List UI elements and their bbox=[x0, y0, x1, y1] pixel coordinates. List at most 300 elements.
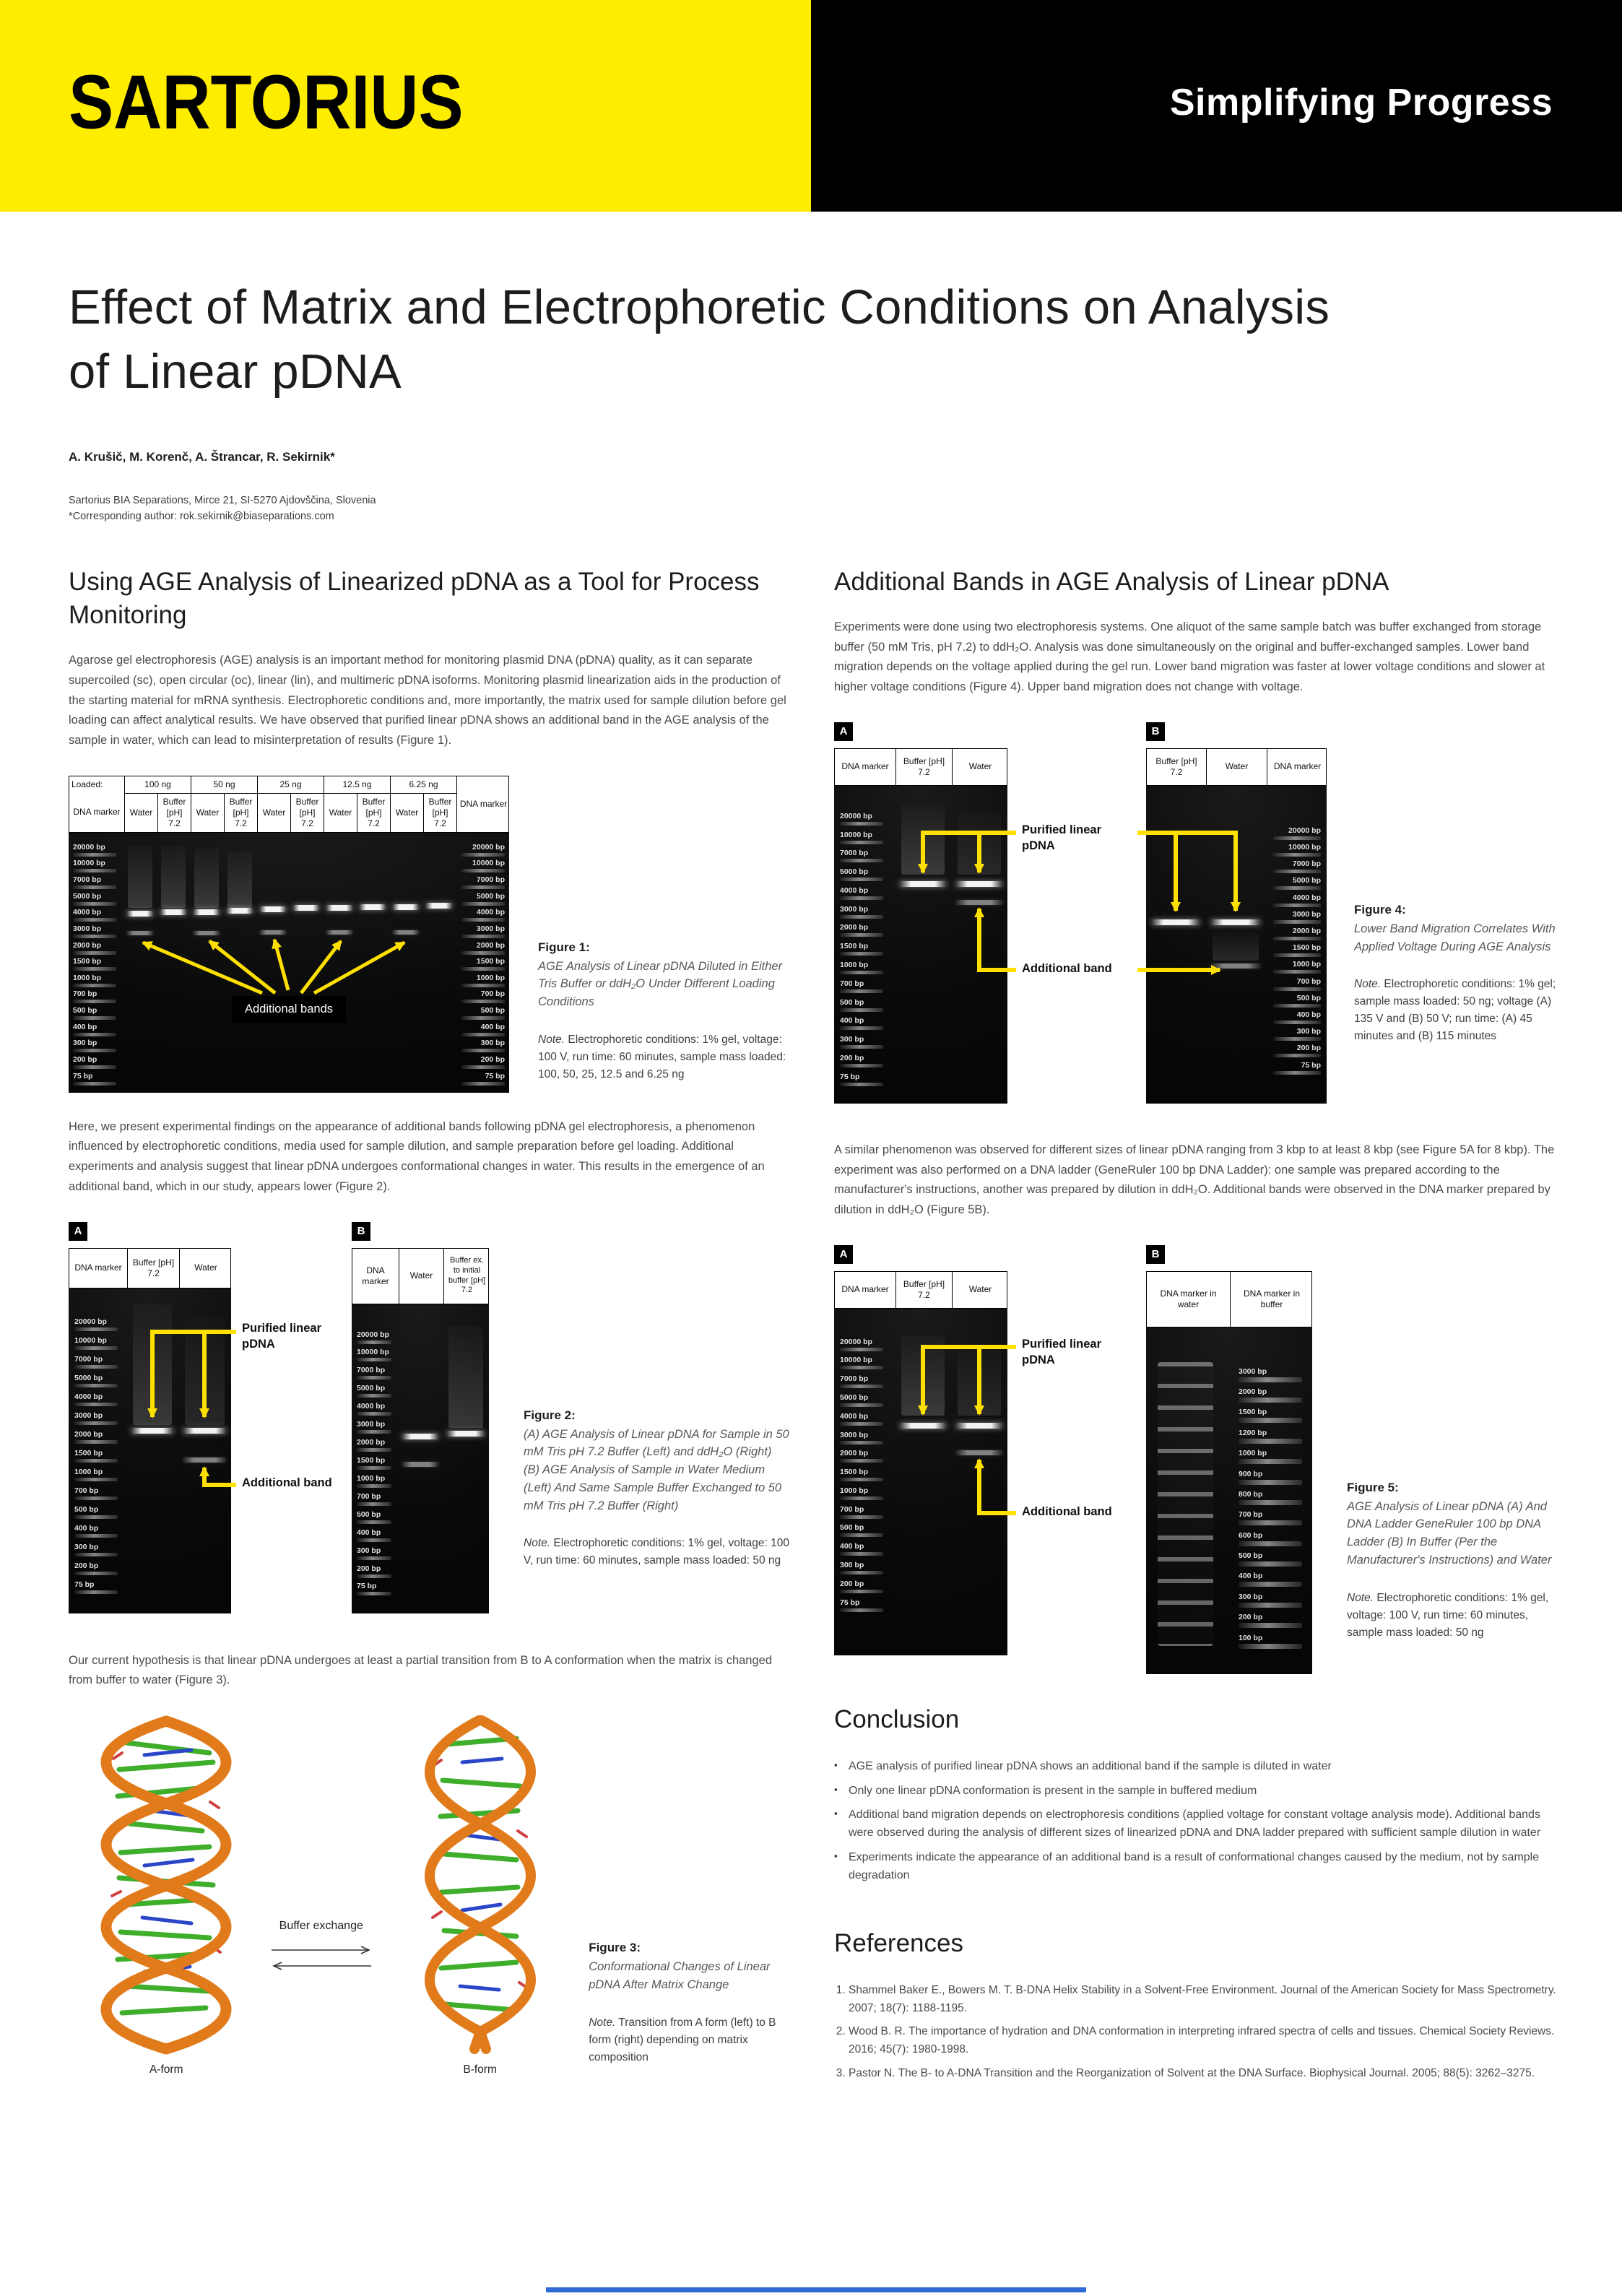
figure-4-caption-body: Lower Band Migration Correlates With Applied Voltage During AGE Analysis bbox=[1354, 922, 1556, 953]
ladder-size-label: 400 bp bbox=[1239, 1572, 1263, 1581]
figure-2a-gel-image bbox=[69, 1288, 231, 1613]
sample-lane bbox=[290, 833, 323, 1093]
figure-1-gel bbox=[69, 776, 509, 1093]
ladder-size-label: 3000 bp bbox=[73, 924, 102, 933]
ladder-size-label: 75 bp bbox=[1301, 1060, 1321, 1070]
ladder-size-label: 1000 bp bbox=[476, 973, 505, 982]
figure-2-caption-body-a: (A) AGE Analysis of Linear pDNA for Sample in 50 mM Tris pH 7.2 Buffer (Left) and ddH₂O (Right) bbox=[524, 1427, 789, 1459]
ladder-band bbox=[461, 935, 505, 938]
ladder-size-label: 400 bp bbox=[357, 1528, 381, 1537]
figure-1-caption-body: AGE Analysis of Linear pDNA Diluted in Either Tris Buffer or ddH₂O Under Different Loading Conditions bbox=[538, 959, 783, 1009]
figure-2-caption-note: Note. Electrophoretic conditions: 1% gel, voltage: 100 V, run time: 60 minutes, sample mass loaded: 50 ng bbox=[524, 1537, 789, 1567]
ladder-band bbox=[357, 1556, 391, 1560]
ladder-band bbox=[74, 1327, 118, 1331]
lane-label-marker: DNA marker bbox=[841, 1284, 889, 1295]
ladder-band bbox=[1273, 987, 1321, 991]
left-paragraph-3: Our current hypothesis is that linear pDNA undergoes at least a partial transition from B to A conformation when the matrix is changed from buffer to water (Figure 3). bbox=[69, 1653, 773, 1687]
ladder-size-label: 75 bp bbox=[74, 1580, 95, 1590]
sample-lane bbox=[389, 833, 422, 1093]
ladder-size-label: 1000 bp bbox=[74, 1468, 103, 1477]
ladder-size-label: 300 bp bbox=[73, 1039, 97, 1048]
reference-item: 1. Shammel Baker E., Bowers M. T. B-DNA Helix Stability in a Solvent-Free Environment. Journal of the American Society for Mass Spectrometry. 2007; 18(7): 1188-1195. bbox=[849, 1982, 1556, 2018]
ladder-band bbox=[1273, 937, 1321, 940]
lane-label-marker-in-water: DNA marker in water bbox=[1160, 1288, 1217, 1309]
conclusion-bullet: ▪ AGE analysis of purified linear pDNA shows an additional band if the sample is diluted in water bbox=[834, 1758, 1556, 1776]
lane-label-buffer: Buffer [pH] 7.2 bbox=[224, 793, 257, 832]
ladder-size-label: 500 bp bbox=[1296, 993, 1321, 1002]
ladder-size-label: 10000 bp bbox=[73, 859, 105, 868]
sample-lane bbox=[190, 833, 223, 1093]
masthead bbox=[0, 0, 1622, 212]
ladder-band bbox=[1273, 1071, 1321, 1075]
figure-5a-lane-header bbox=[834, 1271, 1007, 1309]
authors: A. Krušič, M. Korenč, A. Štrancar, R. Sekirnik* bbox=[69, 450, 335, 464]
ladder-size-label: 1200 bp bbox=[1239, 1428, 1267, 1437]
ladder-size-label: 1000 bp bbox=[357, 1473, 386, 1483]
ladder-band bbox=[74, 1534, 118, 1538]
panel-a-tag: A bbox=[834, 1245, 853, 1264]
ladder-size-label: 3000 bp bbox=[840, 904, 869, 914]
mass-group-label: 25 ng bbox=[257, 776, 324, 793]
ladder-size-label: 2000 bp bbox=[840, 1449, 869, 1458]
ladder-band bbox=[461, 1065, 505, 1069]
ladder-band bbox=[357, 1340, 391, 1344]
figure-2 bbox=[69, 1222, 791, 1626]
additional-band-label: Additional band bbox=[1022, 961, 1112, 975]
ladder-band bbox=[1239, 1439, 1302, 1444]
ladder-band bbox=[1239, 1480, 1302, 1485]
figure-4-caption-note: Note. Electrophoretic conditions: 1% gel; sample mass loaded: 50 ng; voltage (A) 135 V and (B) 50 V; run time: (A) 45 minutes and (B) 115 minutes bbox=[1354, 978, 1556, 1043]
ladder-size-label: 7000 bp bbox=[840, 1374, 869, 1384]
sample-lane bbox=[256, 833, 290, 1093]
ladder-band bbox=[840, 1459, 883, 1463]
ladder-band bbox=[1273, 1054, 1321, 1057]
sartorius-logo: SARTORIUS bbox=[69, 59, 464, 145]
sample-lane-water bbox=[951, 1309, 1007, 1655]
left-paragraph-2: Here, we present experimental findings on the appearance of additional bands following pDNA gel electrophoresis, a phenomenon influenced by electrophoretic conditions, media used for sample dilution, and sample preparation before gel loading. Additional experiments and analysis suggest that linear pDNA undergoes conformational changes in water. This results in the emergence of an additional band, which in our study, appears lower (Figure 2). bbox=[69, 1119, 765, 1193]
ladder-band bbox=[357, 1394, 391, 1398]
ladder-band bbox=[1239, 1582, 1302, 1587]
lane-label-buffer-exchanged: Buffer ex. to initial buffer [pH] 7.2 bbox=[443, 1249, 490, 1304]
ladder-band bbox=[357, 1358, 391, 1361]
figure-4b-lane-header bbox=[1146, 748, 1327, 786]
ladder-size-label: 1500 bp bbox=[357, 1456, 386, 1465]
sample-lane bbox=[123, 833, 157, 1093]
ladder-size-label: 1500 bp bbox=[74, 1449, 103, 1457]
sample-lane bbox=[223, 833, 256, 1093]
sample-lane-water bbox=[398, 1304, 443, 1613]
ladder-size-label: 2000 bp bbox=[476, 940, 505, 950]
ladder-band bbox=[1239, 1644, 1302, 1649]
additional-bands-label: Additional bands bbox=[232, 996, 346, 1023]
figure-4a-lane-header bbox=[834, 748, 1007, 786]
bottom-blue-line bbox=[546, 2287, 1086, 2292]
ladder-size-label: 5000 bp bbox=[1292, 876, 1321, 885]
ladder-band bbox=[461, 1082, 505, 1086]
ladder-band bbox=[461, 1016, 505, 1020]
figure-1-lane-header bbox=[69, 776, 509, 833]
mass-group-label: 100 ng bbox=[124, 776, 191, 793]
dna-ladder-right bbox=[461, 843, 505, 1086]
lane-label-water: Water bbox=[257, 793, 290, 832]
ladder-size-label: 5000 bp bbox=[357, 1384, 386, 1393]
panel-b-tag: B bbox=[352, 1222, 370, 1241]
ladder-size-label: 500 bp bbox=[74, 1505, 99, 1515]
title-block bbox=[0, 212, 1622, 525]
figure-2-caption-body-b: (B) AGE Analysis of Sample in Water Medium (Left) And Same Sample Buffer Exchanged to 50 mM Tris pH 7.2 Buffer (Right) bbox=[524, 1463, 782, 1512]
lane-label-buffer: Buffer [pH] 7.2 bbox=[290, 793, 324, 832]
ladder-band bbox=[840, 933, 883, 937]
sample-lane-buffer bbox=[1146, 786, 1205, 1104]
figure-2-caption-title: Figure 2: bbox=[524, 1408, 576, 1422]
ladder-band bbox=[840, 1552, 883, 1556]
ladder-size-label: 75 bp bbox=[73, 1071, 93, 1080]
ladder-size-label: 3000 bp bbox=[840, 1430, 869, 1439]
title-line-2: of Linear pDNA bbox=[69, 345, 402, 399]
figure-2-panel-b bbox=[352, 1222, 489, 1626]
ladder-size-label: 5000 bp bbox=[840, 1393, 869, 1402]
buffer-exchange-label: Buffer exchange bbox=[279, 1920, 363, 1933]
ladder-size-label: 2000 bp bbox=[357, 1438, 386, 1447]
references-title: References bbox=[834, 1928, 963, 1957]
ladder-size-label: 10000 bp bbox=[1288, 842, 1321, 852]
ladder-size-label: 300 bp bbox=[1239, 1592, 1263, 1601]
ladder-band bbox=[74, 1572, 118, 1575]
dna-ladder-left bbox=[73, 843, 116, 1086]
ladder-band bbox=[840, 1026, 883, 1030]
figure-5b-lane-header bbox=[1146, 1271, 1312, 1327]
ladder-band bbox=[74, 1365, 118, 1369]
ladder-size-label: 20000 bp bbox=[1288, 826, 1321, 835]
dna-ladder bbox=[840, 1338, 883, 1612]
figure-5 bbox=[834, 1245, 1556, 1678]
ladder-band bbox=[840, 1422, 883, 1426]
figure-5-caption-note: Note. Electrophoretic conditions: 1% gel, voltage: 100 V, run time: 60 minutes, sample mass loaded: 50 ng bbox=[1347, 1591, 1549, 1639]
lane-label-buffer: Buffer [pH] 7.2 bbox=[357, 793, 390, 832]
ladder-size-label: 900 bp bbox=[1239, 1469, 1263, 1478]
ladder-size-label: 200 bp bbox=[840, 1053, 864, 1062]
lane-label-marker: DNA marker bbox=[362, 1265, 389, 1286]
loaded-label: Loaded: bbox=[71, 779, 103, 789]
ladder-band bbox=[1273, 920, 1321, 924]
ladder-size-label: 1500 bp bbox=[840, 1468, 869, 1477]
ladder-size-label: 3000 bp bbox=[1292, 909, 1321, 919]
figure-2-panel-a bbox=[69, 1222, 231, 1626]
tagline: Simplifying Progress bbox=[1169, 82, 1553, 124]
ladder-band bbox=[73, 935, 116, 938]
ladder-size-label: 4000 bp bbox=[1292, 893, 1321, 902]
ladder-band bbox=[1273, 953, 1321, 957]
panel-a-tag: A bbox=[69, 1222, 87, 1241]
ladder-band bbox=[74, 1553, 118, 1556]
ladder-size-label: 75 bp bbox=[357, 1582, 377, 1591]
ladder-band bbox=[74, 1346, 118, 1350]
sample-lane bbox=[323, 833, 356, 1093]
ladder-size-label: 400 bp bbox=[480, 1022, 505, 1031]
ladder-size-label: 7000 bp bbox=[840, 849, 869, 858]
ladder-size-label: 10000 bp bbox=[840, 1356, 872, 1365]
figure-4-panel-b bbox=[1146, 722, 1327, 1116]
ladder-band bbox=[73, 853, 116, 857]
ladder-band bbox=[840, 1403, 883, 1407]
ladder-size-label: 700 bp bbox=[357, 1491, 381, 1501]
conclusion-title: Conclusion bbox=[834, 1704, 960, 1733]
ladder-size-label: 200 bp bbox=[1239, 1613, 1263, 1622]
lane-label-buffer: Buffer [pH] 7.2 bbox=[157, 793, 191, 832]
ladder-band bbox=[840, 1366, 883, 1369]
ladder-size-label: 7000 bp bbox=[1292, 859, 1321, 869]
conclusion-bullet: ▪ Experiments indicate the appearance of an additional band is a result of conformational changes caused by the medium, not by sample degradation bbox=[834, 1849, 1556, 1885]
ladder-size-label: 500 bp bbox=[73, 1006, 97, 1015]
purified-linear-pdna-label: Purified linear pDNA bbox=[242, 1321, 322, 1351]
ladder-size-label: 1000 bp bbox=[840, 1486, 869, 1495]
ladder-band bbox=[1239, 1377, 1302, 1382]
sample-lane-water bbox=[1205, 786, 1266, 1104]
b-form-dna-graphic bbox=[394, 1715, 567, 2055]
ladder-band bbox=[357, 1466, 391, 1470]
sample-lane bbox=[422, 833, 456, 1093]
ladder-band bbox=[1273, 1004, 1321, 1008]
lane-label-marker: DNA marker bbox=[1267, 749, 1327, 785]
equilibrium-arrows-icon bbox=[267, 1941, 376, 1975]
sample-lane-water bbox=[178, 1288, 231, 1613]
ladder-size-label: 1500 bp bbox=[1292, 943, 1321, 953]
ladder-band bbox=[73, 918, 116, 922]
lane-label-marker: DNA marker bbox=[74, 1262, 122, 1273]
ladder-size-label: 400 bp bbox=[840, 1016, 864, 1026]
ladder-size-label: 75 bp bbox=[840, 1072, 860, 1081]
ladder-size-label: 700 bp bbox=[840, 1504, 864, 1514]
ladder-size-label: 20000 bp bbox=[472, 842, 505, 852]
ladder-size-label: 7000 bp bbox=[476, 875, 505, 884]
mass-group-label: 6.25 ng bbox=[390, 776, 456, 793]
ladder-band bbox=[461, 984, 505, 987]
sample-lane bbox=[157, 833, 190, 1093]
lane-label-water: Water bbox=[324, 793, 357, 832]
figure-5a-gel-image bbox=[834, 1309, 1007, 1655]
figure-4-caption bbox=[1354, 903, 1556, 1116]
ladder-size-label: 200 bp bbox=[1296, 1044, 1321, 1053]
lane-label-water: Water bbox=[390, 793, 423, 832]
figure-3-caption-body: Conformational Changes of Linear pDNA After Matrix Change bbox=[589, 1960, 771, 1991]
conclusion-bullets bbox=[834, 1758, 1556, 1885]
ladder-size-label: 1500 bp bbox=[1239, 1408, 1267, 1417]
lane-label-water: Water bbox=[399, 1249, 443, 1304]
ladder-size-label: 300 bp bbox=[840, 1561, 864, 1570]
additional-band-label: Additional band bbox=[1022, 1504, 1112, 1518]
ladder-band bbox=[73, 1000, 116, 1003]
ladder-band bbox=[73, 902, 116, 906]
ladder-band bbox=[840, 1083, 883, 1086]
ladder-band bbox=[461, 1000, 505, 1003]
lane-label-buffer: Buffer [pH] 7.2 bbox=[895, 1272, 952, 1308]
conclusion-bullet: ▪ Only one linear pDNA conformation is present in the sample in buffered medium bbox=[834, 1782, 1556, 1801]
a-form-structure bbox=[69, 1715, 264, 2076]
ladder-size-label: 200 bp bbox=[74, 1561, 99, 1571]
ladder-band bbox=[74, 1384, 118, 1387]
ladder-size-label: 500 bp bbox=[357, 1509, 381, 1519]
ladder-band bbox=[357, 1502, 391, 1506]
purified-linear-pdna-label: Purified linear pDNA bbox=[1022, 823, 1102, 853]
ladder-band bbox=[1273, 853, 1321, 857]
ladder-size-label: 700 bp bbox=[1296, 976, 1321, 986]
title-line-1: Effect of Matrix and Electrophoretic Conditions on Analysis bbox=[69, 280, 1330, 334]
lane-label-water: Water bbox=[124, 793, 157, 832]
ladder-band bbox=[840, 896, 883, 900]
ladder-size-label: 1500 bp bbox=[840, 942, 869, 951]
a-form-label: A-form bbox=[149, 2063, 183, 2076]
lane-label-water: Water bbox=[1206, 749, 1267, 785]
ladder-size-label: 300 bp bbox=[74, 1543, 99, 1552]
ladder-size-label: 4000 bp bbox=[357, 1402, 386, 1411]
ladder-size-label: 200 bp bbox=[480, 1055, 505, 1065]
figure-2-caption bbox=[524, 1408, 791, 1626]
sample-lane-buffer bbox=[895, 1309, 951, 1655]
figure-4-caption-title: Figure 4: bbox=[1354, 902, 1406, 917]
reference-item: 3. Pastor N. The B- to A-DNA Transition and the Reorganization of Solvent at the DNA Surface. Biophysical Journal. 2005; 88(5): 3262–3275. bbox=[849, 2065, 1556, 2083]
references-list bbox=[849, 1982, 1556, 2083]
dna-ladder bbox=[357, 1330, 391, 1596]
ladder-band bbox=[840, 971, 883, 974]
ladder-band bbox=[840, 1608, 883, 1612]
ladder-band bbox=[1273, 870, 1321, 873]
ladder-band bbox=[1239, 1500, 1302, 1505]
lane-label-marker-in-buffer: DNA marker in buffer bbox=[1230, 1272, 1313, 1327]
ladder-band bbox=[840, 1496, 883, 1500]
ladder-band bbox=[1239, 1520, 1302, 1525]
ladder-size-label: 3000 bp bbox=[74, 1411, 103, 1420]
lane-label-water: Water bbox=[952, 749, 1008, 785]
poster-title bbox=[69, 275, 1553, 404]
ladder-band bbox=[357, 1484, 391, 1488]
ladder-band bbox=[74, 1478, 118, 1481]
ladder-band bbox=[840, 915, 883, 919]
lane-label-buffer: Buffer [pH] 7.2 bbox=[1155, 755, 1197, 777]
ladder-band bbox=[840, 878, 883, 881]
figure-2b-gel-image bbox=[352, 1304, 489, 1613]
ladder-size-label: 1500 bp bbox=[73, 957, 102, 966]
figure-3-caption-title: Figure 3: bbox=[589, 1941, 641, 1954]
section-title-right: Additional Bands in AGE Analysis of Linear pDNA bbox=[834, 567, 1389, 596]
mass-group-label: 12.5 ng bbox=[324, 776, 390, 793]
ladder-size-label: 20000 bp bbox=[840, 811, 872, 820]
ladder-band bbox=[1239, 1603, 1302, 1608]
ladder-band bbox=[73, 951, 116, 955]
ladder-band bbox=[1239, 1541, 1302, 1546]
figure-5-caption-body: AGE Analysis of Linear pDNA (A) And DNA Ladder GeneRuler 100 bp DNA Ladder (B) In Buffer (Per the Manufacturer's Instructions) and Water bbox=[1347, 1499, 1552, 1567]
ladder-band bbox=[840, 1590, 883, 1593]
ladder-size-label: 7000 bp bbox=[357, 1366, 386, 1375]
ladder-band bbox=[74, 1440, 118, 1444]
ladder-band bbox=[357, 1520, 391, 1524]
ladder-band bbox=[840, 1008, 883, 1012]
ladder-band bbox=[840, 1571, 883, 1574]
ladder-band bbox=[840, 1385, 883, 1388]
lane-label-marker: DNA marker bbox=[456, 776, 510, 832]
ladder-size-label: 200 bp bbox=[840, 1579, 864, 1588]
figure-2a-lane-header bbox=[69, 1248, 231, 1288]
ladder-size-label: 700 bp bbox=[74, 1486, 99, 1496]
b-form-label: B-form bbox=[463, 2063, 497, 2076]
ladder-size-label: 20000 bp bbox=[357, 1330, 389, 1339]
ladder-size-label: 75 bp bbox=[485, 1071, 505, 1080]
ladder-size-label: 5000 bp bbox=[840, 867, 869, 877]
ladder-size-label: 500 bp bbox=[840, 997, 864, 1007]
ladder-band bbox=[74, 1403, 118, 1406]
panel-a-tag: A bbox=[834, 722, 853, 741]
ladder-band bbox=[73, 1065, 116, 1069]
ladder-size-label: 4000 bp bbox=[840, 1411, 869, 1421]
figure-2b-lane-header bbox=[352, 1248, 489, 1304]
ladder-band bbox=[1273, 886, 1321, 890]
ladder-size-label: 800 bp bbox=[1239, 1489, 1263, 1499]
ladder-band bbox=[461, 1049, 505, 1052]
ladder-size-label: 3000 bp bbox=[1239, 1366, 1267, 1376]
dna-ladder bbox=[1273, 826, 1321, 1075]
ladder-size-label: 300 bp bbox=[357, 1546, 381, 1555]
ladder-size-label: 400 bp bbox=[1296, 1010, 1321, 1020]
ladder-size-label: 2000 bp bbox=[74, 1429, 103, 1439]
additional-band-label: Additional band bbox=[242, 1476, 332, 1489]
ladder-band bbox=[461, 885, 505, 889]
ladder-band bbox=[1273, 904, 1321, 907]
sample-lane-buffer bbox=[895, 786, 951, 1104]
ladder-band bbox=[73, 869, 116, 872]
ladder-size-label: 1000 bp bbox=[73, 973, 102, 982]
figure-1-gel-image bbox=[69, 833, 509, 1093]
right-column bbox=[834, 566, 1556, 2101]
figure-5b-gel-image bbox=[1146, 1327, 1312, 1674]
ladder-size-label: 5000 bp bbox=[74, 1373, 103, 1382]
ladder-band bbox=[840, 822, 883, 826]
ladder-band bbox=[73, 885, 116, 889]
ladder-band bbox=[840, 1441, 883, 1444]
ladder-band bbox=[74, 1496, 118, 1500]
ladder-size-label: 3000 bp bbox=[357, 1420, 386, 1429]
ladder-size-label: 500 bp bbox=[480, 1006, 505, 1015]
ladder-size-label: 700 bp bbox=[1239, 1510, 1263, 1520]
ladder-band bbox=[1273, 1037, 1321, 1041]
ladder-size-label: 2000 bp bbox=[73, 940, 102, 950]
ladder-band bbox=[840, 1533, 883, 1537]
figure-5-caption bbox=[1347, 1481, 1556, 1678]
ladder-size-label: 2000 bp bbox=[840, 923, 869, 932]
ladder-size-label: 1500 bp bbox=[476, 957, 505, 966]
ladder-size-label: 300 bp bbox=[1296, 1027, 1321, 1036]
ladder-band bbox=[840, 1064, 883, 1067]
ladder-size-label: 75 bp bbox=[840, 1598, 860, 1607]
lane-label-buffer: Buffer [pH] 7.2 bbox=[895, 749, 952, 785]
ladder-band bbox=[357, 1376, 391, 1379]
ladder-band bbox=[74, 1590, 118, 1594]
ladder-band bbox=[357, 1592, 391, 1595]
ladder-size-label: 10000 bp bbox=[472, 859, 505, 868]
ladder-size-label: 300 bp bbox=[480, 1039, 505, 1048]
ladder-size-label: 5000 bp bbox=[73, 891, 102, 901]
ladder-band bbox=[461, 869, 505, 872]
right-paragraph-1: Experiments were done using two electrophoresis systems. One aliquot of the same sample batch was buffer exchanged from storage buffer (50 mM Tris, pH 7.2) to ddH₂O. Analysis was done simultaneously on the original and buffer-exchanged samples. Lower band migration depends on the voltage applied during the gel run. Lower band migration was faster at lower voltage conditions and slower at higher voltage conditions (Figure 4). Upper band migration does not change with voltage. bbox=[834, 620, 1545, 694]
ladder-band bbox=[840, 841, 883, 844]
ladder-band bbox=[840, 1478, 883, 1481]
ladder-band bbox=[1273, 1021, 1321, 1024]
ladder-size-label: 700 bp bbox=[73, 989, 97, 999]
ladder-size-label: 7000 bp bbox=[74, 1354, 103, 1364]
ladder-size-label: 2000 bp bbox=[1292, 927, 1321, 935]
ladder-band bbox=[73, 967, 116, 971]
ladder-band bbox=[461, 1033, 505, 1036]
figure-4 bbox=[834, 722, 1556, 1116]
lane-label-water: Water bbox=[952, 1272, 1008, 1308]
